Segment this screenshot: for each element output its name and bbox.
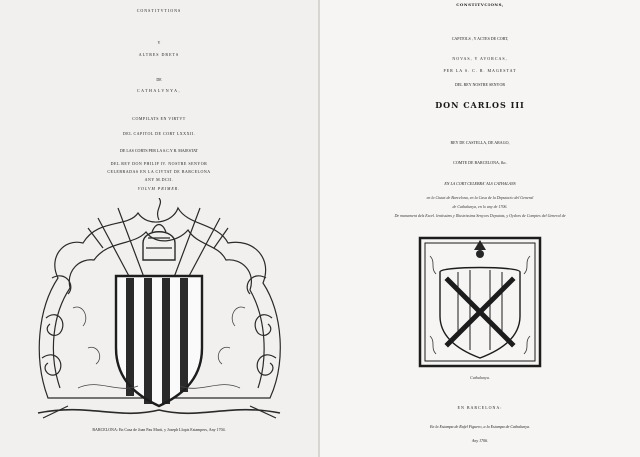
right-title-constitucions: CONSTITVCIONS, <box>456 2 504 7</box>
left-title-altres-drets: ALTRES DRETS <box>138 52 180 57</box>
right-title-comte: COMTE DE BARCELONA, &c. <box>453 160 507 165</box>
right-title-magestat: PER LA S. C. R. MAGESTAT <box>443 68 517 73</box>
cross-emblem-woodcut <box>418 236 542 368</box>
left-title-corts: DE LAS CORTS PER LA S.C.Y R. MAJESTAT <box>120 148 198 153</box>
right-title-capitols: CAPITOLS , Y ACTES DE CORT, <box>451 36 509 41</box>
right-title-any: de Cathalunya, en lo any de 1706. <box>452 204 508 209</box>
left-title-cathalunya: CATHALVNYA, <box>136 88 182 93</box>
right-title-don-carlos: DON CARLOS III <box>435 100 525 110</box>
coat-of-arms-engraving <box>28 198 290 424</box>
right-imprint-city: EN BARCELONA: <box>457 405 503 410</box>
right-imprint-cathalunya: Cathalunya. <box>470 375 490 380</box>
left-imprint-footer: BARCELONA: En Casa de Joan Pau Marti, y Joseph Llopis Estampers, Any 1704. <box>92 427 226 432</box>
right-title-castella: REY DE CASTELLA, DE ARAGO, <box>450 140 510 145</box>
left-title-constitutions: CONSTITVTIONS <box>136 8 182 13</box>
left-title-rey: DEL REY DON PHILIP IV. NOSTRE SENYOR <box>110 161 208 166</box>
right-imprint-printer: En la Estampa de Rafel Figuero, a la Estampa de Cathalunya. <box>429 424 531 429</box>
right-title-rey-nostre: DEL REY NOSTRE SENYOR <box>454 82 506 87</box>
right-title-page <box>320 0 640 457</box>
left-title-compilats: COMPILATS EN VIRTVT <box>132 116 186 121</box>
left-title-de: DE <box>156 77 162 82</box>
left-title-celebradas: CELEBRADAS EN LA CIVTAT DE BARCELONA <box>107 169 211 174</box>
left-title-volume: VOLVM PRIMER. <box>137 186 181 191</box>
right-imprint-year: Any 1706. <box>471 438 489 443</box>
left-title-page <box>0 0 318 457</box>
left-title-conjunction: Y <box>157 40 161 45</box>
right-imprint-manament: De manament dels Excel. lentissims y Illustrissims Senyors Deputats, y Oydors de Comptes del General de <box>394 213 566 218</box>
left-title-capitol: DEL CAPITOL DE CORT LXXXII. <box>122 131 196 136</box>
right-title-ciutat: en la Ciutat de Barcelona, en la Casa de la Deputacio del General <box>426 195 534 200</box>
left-title-year: ANY M.DCII. <box>144 177 174 182</box>
right-title-cort-celebra: EN LA CORT CELEBRA' ALS CATHALANS <box>444 181 516 186</box>
right-title-novas: NOVAS, Y AVORCAS, <box>452 56 508 61</box>
